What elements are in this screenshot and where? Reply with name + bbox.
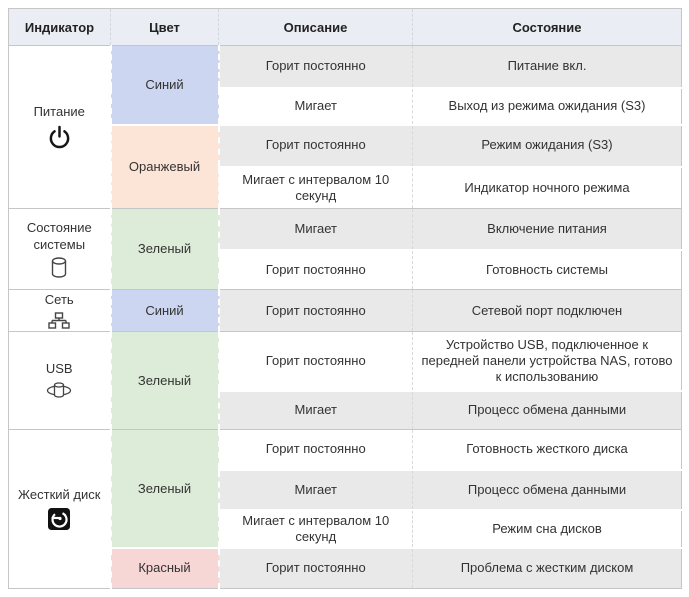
led-status-table — [8, 8, 682, 589]
state-cell: Процесс обмена данными — [413, 391, 682, 430]
description-cell: Мигает с интервалом 10 секунд — [219, 510, 413, 549]
state-cell: Готовность жесткого диска — [413, 430, 682, 470]
description-cell: Горит постоянно — [219, 46, 413, 88]
color-cell: Оранжевый — [111, 125, 219, 209]
column-header-state: Состояние — [413, 9, 682, 46]
power-icon — [15, 125, 104, 150]
table-row — [9, 332, 682, 391]
description-cell: Горит постоянно — [219, 332, 413, 391]
color-cell: Синий — [111, 290, 219, 332]
state-cell: Индикатор ночного режима — [413, 167, 682, 209]
description-cell: Мигает с интервалом 10 секунд — [219, 167, 413, 209]
state-cell: Устройство USB, подключенное к передней панели устройства NAS, готово к использованию — [413, 332, 682, 391]
description-cell: Мигает — [219, 209, 413, 250]
color-cell: Синий — [111, 46, 219, 125]
column-header-color: Цвет — [111, 9, 219, 46]
indicator-cell-hard-disk — [9, 430, 111, 589]
state-cell: Питание вкл. — [413, 46, 682, 88]
state-cell: Процесс обмена данными — [413, 470, 682, 510]
indicator-label: Жесткий диск — [18, 486, 101, 502]
state-cell: Готовность системы — [413, 250, 682, 290]
column-header-description: Описание — [219, 9, 413, 46]
table-row — [9, 290, 682, 332]
network-icon — [15, 312, 104, 329]
state-cell: Сетевой порт подключен — [413, 290, 682, 332]
description-cell: Горит постоянно — [219, 250, 413, 290]
indicator-cell-power — [9, 46, 111, 209]
table-header-row — [9, 9, 682, 46]
state-cell: Режим сна дисков — [413, 510, 682, 549]
table-row — [9, 209, 682, 250]
description-cell: Горит постоянно — [219, 290, 413, 332]
description-cell: Мигает — [219, 470, 413, 510]
state-cell: Проблема с жестким диском — [413, 548, 682, 588]
indicator-label: Питание — [33, 104, 85, 120]
color-cell: Зеленый — [111, 430, 219, 549]
indicator-label: Сеть — [44, 292, 74, 307]
table-row — [9, 430, 682, 470]
indicator-label: USB — [45, 361, 73, 377]
database-icon — [15, 257, 104, 278]
color-cell: Зеленый — [111, 332, 219, 430]
description-cell: Горит постоянно — [219, 548, 413, 588]
indicator-label: Состояние системы — [26, 220, 92, 252]
indicator-cell-network — [9, 290, 111, 332]
indicator-cell-usb — [9, 332, 111, 430]
color-cell: Красный — [111, 548, 219, 588]
indicator-cell-system-status — [9, 209, 111, 290]
description-cell: Мигает — [219, 391, 413, 430]
column-header-indicator: Индикатор — [9, 9, 111, 46]
description-cell: Мигает — [219, 88, 413, 125]
usb-copy-icon — [15, 381, 104, 400]
color-cell: Зеленый — [111, 209, 219, 290]
hard-disk-icon — [15, 507, 104, 531]
state-cell: Выход из режима ожидания (S3) — [413, 88, 682, 125]
description-cell: Горит постоянно — [219, 430, 413, 470]
state-cell: Включение питания — [413, 209, 682, 250]
state-cell: Режим ожидания (S3) — [413, 125, 682, 167]
table-row — [9, 46, 682, 88]
description-cell: Горит постоянно — [219, 125, 413, 167]
